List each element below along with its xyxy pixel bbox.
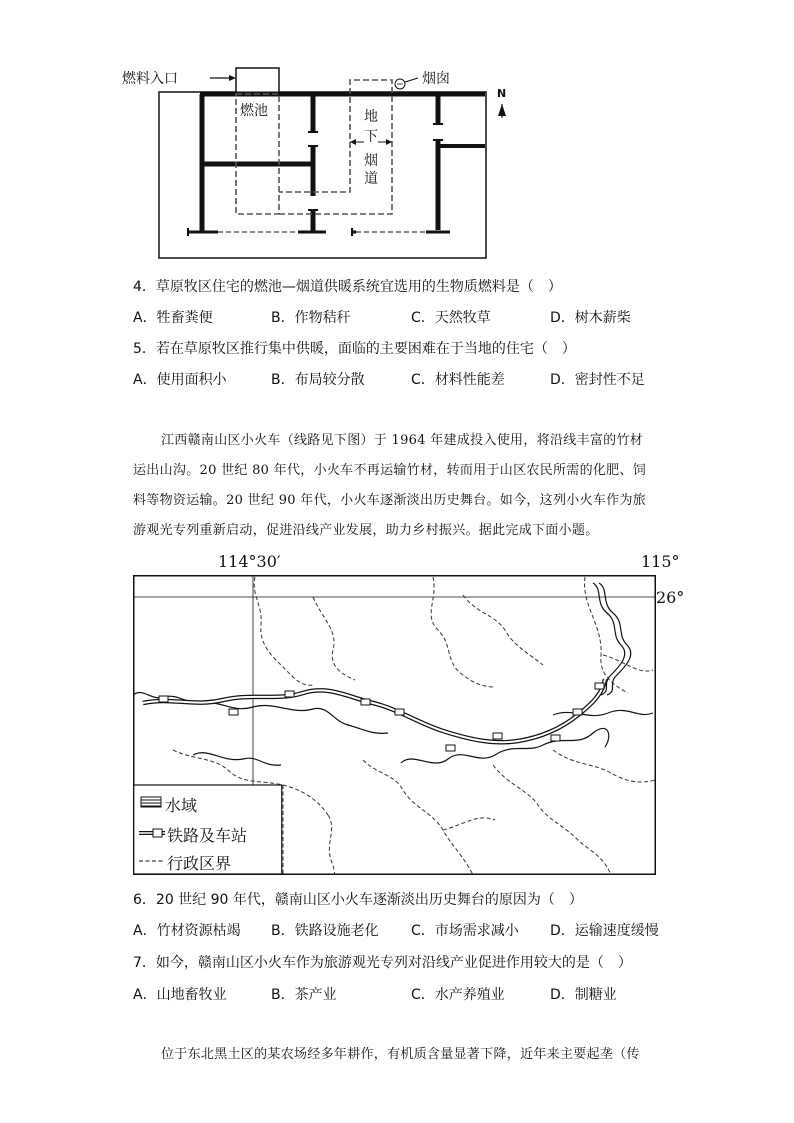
fuel-inlet-label: 燃料入口 bbox=[122, 71, 178, 87]
question-6-option-c[interactable]: C．市场需求减小 bbox=[411, 923, 519, 939]
question-5-option-d[interactable]: D．密封性不足 bbox=[550, 372, 645, 388]
question-7-stem: 7．如今，赣南山区小火车作为旅游观光专列对沿线产业促进作用较大的是（ ） bbox=[133, 955, 632, 971]
chimney-label: 烟囱 bbox=[422, 71, 450, 87]
north-label: N bbox=[497, 87, 507, 100]
flue-label-3: 烟 bbox=[364, 153, 378, 169]
flue-label-1: 地 bbox=[364, 109, 378, 125]
question-5-option-c[interactable]: C．材料性能差 bbox=[411, 372, 505, 388]
question-7-option-d[interactable]: D．制糖业 bbox=[550, 987, 617, 1003]
legend-boundary: 行政区界 bbox=[167, 854, 232, 873]
map-lat: 26° bbox=[656, 588, 685, 607]
question-7-option-c[interactable]: C．水产养殖业 bbox=[411, 987, 505, 1003]
passage-1-line-4: 游观光专列重新启动，促进沿线产业发展，助力乡村振兴。据此完成下面小题。 bbox=[133, 523, 599, 538]
passage-1-line-1: 江西赣南山区小火车（线路见下图）于 1964 年建成投入使用，将沿线丰富的竹材 bbox=[161, 433, 644, 448]
passage-1-line-3: 料等物资运输。20 世纪 90 年代，小火车逐渐淡出历史舞台。如今，这列小火车作为旅 bbox=[133, 493, 647, 508]
passage-2: 位于东北黑土区的某农场经多年耕作，有机质含量显著下降，近年来主要起垄（传 bbox=[161, 1047, 640, 1062]
question-4-option-c[interactable]: C．天然牧草 bbox=[411, 310, 491, 326]
heating-diagram-svg bbox=[130, 60, 510, 265]
question-6-option-b[interactable]: B．铁路设施老化 bbox=[271, 923, 379, 939]
question-4-option-d[interactable]: D．树木薪柴 bbox=[550, 310, 631, 326]
passage-1 bbox=[133, 426, 673, 546]
flue-label-4: 道 bbox=[364, 171, 378, 187]
question-5-stem: 5．若在草原牧区推行集中供暖，面临的主要困难在于当地的住宅（ ） bbox=[133, 341, 576, 357]
map-lon-right: 115° bbox=[641, 552, 680, 571]
question-4-stem: 4．草原牧区住宅的燃池—烟道供暖系统宜选用的生物质燃料是（ ） bbox=[133, 279, 562, 295]
heating-diagram bbox=[122, 60, 510, 265]
railway-map bbox=[133, 575, 656, 875]
question-7-option-a[interactable]: A．山地畜牧业 bbox=[133, 987, 227, 1003]
question-6-option-a[interactable]: A．竹材资源枯竭 bbox=[133, 923, 241, 939]
fuel-pit-label: 燃池 bbox=[240, 100, 268, 120]
flue-label-2: 下 bbox=[364, 126, 378, 146]
legend-water: 水域 bbox=[165, 796, 198, 815]
question-5-option-a[interactable]: A．使用面积小 bbox=[133, 372, 227, 388]
question-4-option-a[interactable]: A．牲畜粪便 bbox=[133, 310, 213, 326]
question-6-stem: 6．20 世纪 90 年代，赣南山区小火车逐渐淡出历史舞台的原因为（ ） bbox=[133, 892, 583, 908]
map-lon-left: 114°30′ bbox=[218, 552, 281, 571]
question-6-option-d[interactable]: D．运输速度缓慢 bbox=[550, 923, 659, 939]
legend-railway: 铁路及车站 bbox=[167, 826, 248, 845]
question-5-option-b[interactable]: B．布局较分散 bbox=[271, 372, 365, 388]
question-7-option-b[interactable]: B．茶产业 bbox=[271, 987, 337, 1003]
passage-1-line-2: 运出山沟。20 世纪 80 年代，小火车不再运输竹材，转而用于山区农民所需的化肥、饲 bbox=[133, 463, 647, 478]
question-4-option-b[interactable]: B．作物秸秆 bbox=[271, 310, 351, 326]
